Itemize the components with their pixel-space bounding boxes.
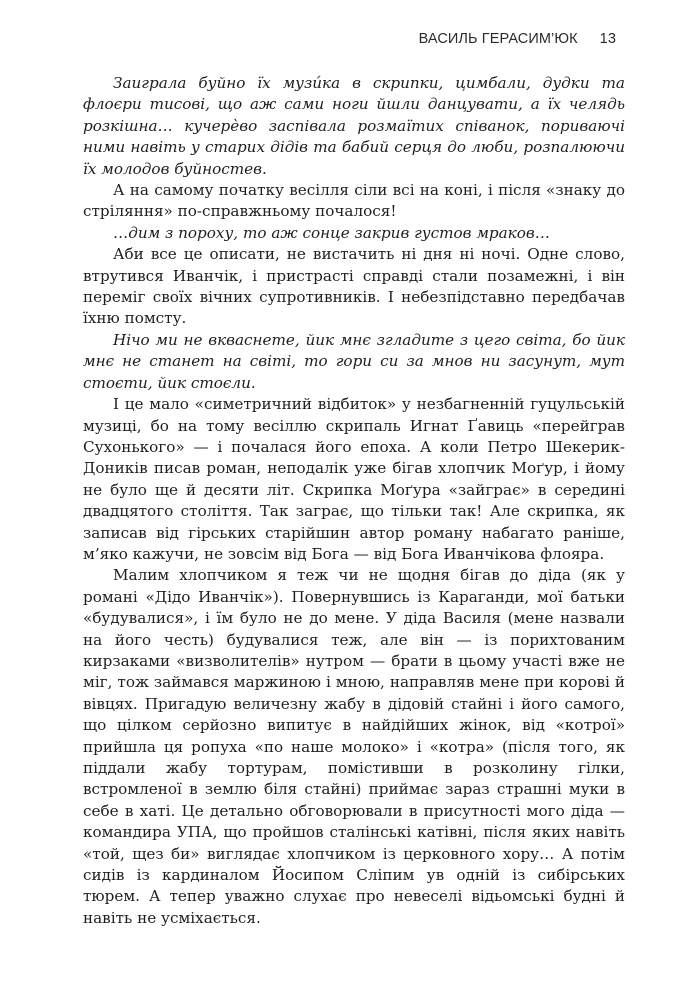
paragraph: І це мало «симетричний відбиток» у незбагненній гуцульській музиці, бо на тому весіллю скрипаль Игнат Ґавиць «перейграв Сухонького» — і почалася його епоха. А коли Петро Шекерик-Доників писав роман, неподалік уже бігав хлопчик Моґур, і йому не було ще й десяти літ. Скрипка Моґура «зайграє» в середині двадцятого століття. Так заграє, що тільки так! Але скрипка, як записав від гірських старійшин автор роману набагато раніше, м’яко кажучи, не зовсім від Бога — від Бога Иванчікова флояра. (83, 395, 625, 563)
quote-paragraph: Нічо ми не вкваснете, йик мнє згладите з цего світа, бо йик мнє не станет на світі, то гори си за мнов ни засунут, мут стоєти, йик стоєли. (83, 330, 625, 392)
paragraph: А на самому початку весілля сіли всі на коні, і після «знаку до стріляння» по-справжньому почалося! (83, 181, 625, 221)
paragraph: Малим хлопчиком я теж чи не щодня бігав до діда (як у романі «Дідо Иванчік»). Повернувшись із Караганди, мої батьки «будувалися», і їм було не до мене. У діда Василя (мене назвали на його честь) будувалися теж, але він — із порихтованим кирзаками «визволителів» нутром — брати в цьому участі вже не міг, тож займався маржиною і мною, направляв мене при корові й вівцях. Пригадую величезну жабу в дідовій стайні і його самого, що цілком серйозно випитує в найдійших жінок, від «котрої» прийшла ця ропуха «по наше молоко» і «котра» (після того, як піддали жабу тортурам, помістивши в розколину гілки, встромленої в землю біля стайні) приймає зараз страшні муки в себе в хаті. Це детально обговорювали в присутності мого діда — командира УПА, що пройшов сталінські катівні, після яких навіть «той, щез би» виглядає хлопчиком із церковного хору… А потім сидів із кардиналом Йосипом Сліпим ув одній із сибірських тюрем. А тепер уважно слухає про невеселі відьомські будні й навіть не усміхається. (83, 566, 625, 927)
author-name: ВАСИЛЬ ГЕРАСИМ’ЮК (418, 31, 578, 47)
running-head (419, 31, 616, 47)
body-text (83, 73, 625, 929)
page-number: 13 (599, 31, 616, 47)
quote-paragraph: …дим з пороху, то аж сонце закрив густов мраков… (113, 223, 550, 242)
paragraph: Аби все це описати, не вистачить ні дня ні ночі. Одне слово, втрутився Иванчік, і пристрасті справді стали позамежні, і він переміг своїх вічних супротивників. І небезпідставно передбачав їхню помсту. (83, 245, 625, 328)
quote-paragraph: Заиграла буйно їх музи́ка в скрипки, цимбали, дудки та флоєри тисові, що аж сами ноги йшли данцувати, а їх челядь розкішна… кучерѐво заспівала розмаїтих співанок, пориваючі ними навіть у старих дідів та бабий серця до люби, розпалюючи їх молодов буйностев. (83, 74, 625, 178)
